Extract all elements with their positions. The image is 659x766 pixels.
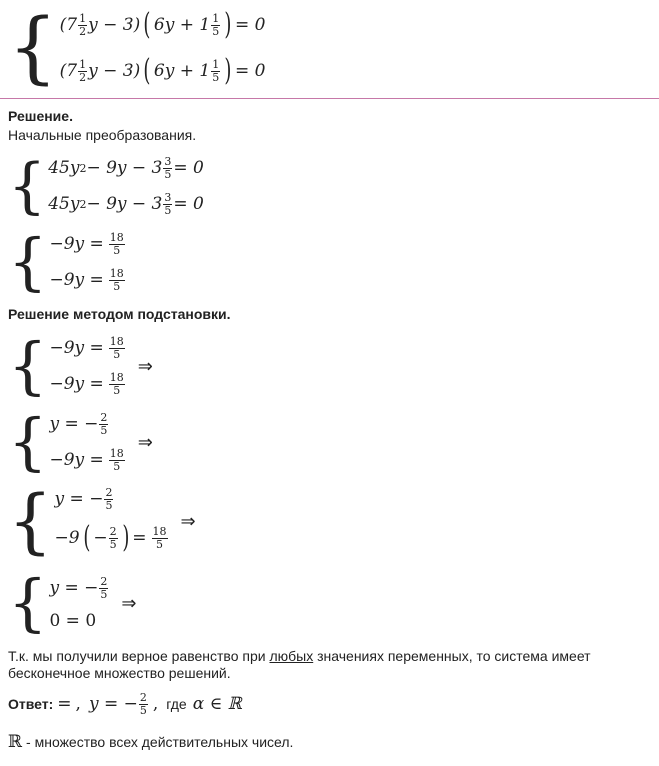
- denominator: 5: [164, 167, 172, 181]
- answer-line: [8, 692, 242, 716]
- answer-where: где: [166, 696, 187, 713]
- substitution-step-1: [8, 330, 153, 402]
- answer-y: y = −: [88, 694, 138, 715]
- eq-part: − 9y − 3: [86, 194, 163, 214]
- denominator: 5: [212, 24, 220, 38]
- left-brace: {: [8, 329, 48, 402]
- answer-alpha: α ∈ ℝ: [192, 694, 242, 715]
- numerator: 1: [79, 57, 87, 71]
- eq-part: 6y + 1: [153, 61, 211, 81]
- answer-comma: ,: [75, 694, 81, 715]
- eq-part: (7: [59, 15, 78, 35]
- left-brace: {: [8, 225, 48, 298]
- conclusion-text: [8, 648, 658, 682]
- sub4-equation-2: [49, 606, 109, 636]
- fraction: [109, 526, 118, 550]
- eq-part: 45y: [48, 158, 80, 178]
- denominator: 5: [100, 587, 108, 601]
- numerator: 1: [79, 11, 87, 25]
- numerator: 18: [109, 230, 124, 244]
- implies-arrow: ⇒: [180, 510, 196, 532]
- left-paren: (: [143, 7, 151, 42]
- fraction: [109, 232, 125, 256]
- step1-equation-1: [48, 150, 204, 186]
- step2-equation-1: [49, 226, 125, 262]
- answer-eq: =: [57, 694, 72, 715]
- substitution-step-3: [8, 482, 196, 560]
- denominator: 5: [113, 347, 121, 361]
- real-symbol: ℝ: [8, 732, 23, 752]
- fraction: [152, 526, 168, 550]
- denominator: 5: [156, 537, 164, 551]
- numerator: 1: [212, 11, 220, 25]
- left-brace: {: [8, 566, 48, 639]
- sub1-equation-1: [49, 330, 125, 366]
- conclusion-part: бесконечное множество решений.: [8, 665, 231, 681]
- step2-system: [8, 226, 126, 298]
- eq-part: 6y + 1: [153, 15, 211, 35]
- system-rows: [48, 150, 204, 222]
- denominator: 5: [113, 243, 121, 257]
- left-brace: {: [8, 151, 47, 221]
- numerator: 3: [164, 190, 172, 204]
- eq-part: y = −: [54, 489, 104, 509]
- fraction: [109, 268, 125, 292]
- answer-label: Ответ:: [8, 696, 54, 713]
- eq-part: 45y: [48, 194, 80, 214]
- eq-part: = 0: [234, 15, 266, 35]
- numerator: 1: [212, 57, 220, 71]
- exponent: 2: [79, 161, 87, 175]
- problem-equation-2: [60, 48, 266, 94]
- eq-part: −9y =: [49, 270, 104, 290]
- eq-part: y − 3): [88, 15, 141, 35]
- fraction: [104, 487, 113, 511]
- denominator: 2: [79, 24, 87, 38]
- right-paren: ): [224, 53, 232, 88]
- eq-part: 0 = 0: [49, 611, 97, 631]
- numerator: 2: [139, 691, 147, 704]
- eq-part: (7: [59, 61, 78, 81]
- denominator: 5: [113, 383, 121, 397]
- real-numbers-note: [8, 732, 293, 752]
- fraction: [163, 156, 172, 180]
- eq-part: y = −: [49, 578, 99, 598]
- eq-part: −9y =: [49, 374, 104, 394]
- implies-arrow: ⇒: [137, 431, 153, 453]
- underlined-word: любых: [269, 648, 314, 664]
- numerator: 2: [109, 524, 117, 538]
- left-brace: {: [8, 480, 53, 562]
- left-brace: {: [8, 3, 58, 93]
- substitution-step-4: [8, 566, 137, 639]
- numerator: 2: [100, 574, 108, 588]
- right-paren: ): [121, 520, 129, 555]
- eq-part: −: [93, 528, 108, 548]
- eq-part: −9y =: [49, 450, 104, 470]
- method-label: Решение методом подстановки.: [8, 306, 231, 322]
- eq-part: = 0: [173, 194, 204, 214]
- fraction: [99, 576, 108, 600]
- fraction: [211, 59, 220, 83]
- sub2-equation-2: [49, 442, 125, 478]
- numerator: 3: [164, 154, 172, 168]
- eq-part: −9y =: [49, 338, 104, 358]
- denominator: 5: [100, 423, 108, 437]
- system-rows: [49, 330, 125, 402]
- real-text: - множество всех действительных чисел.: [22, 734, 294, 750]
- fraction: [139, 692, 148, 716]
- sub1-equation-2: [49, 366, 125, 402]
- problem-system: [8, 2, 265, 94]
- implies-arrow: ⇒: [137, 355, 153, 377]
- implies-arrow: ⇒: [121, 592, 137, 614]
- exponent: 2: [79, 197, 87, 211]
- substitution-step-2: [8, 406, 153, 478]
- sub3-equation-1: [55, 482, 169, 516]
- numerator: 18: [109, 266, 124, 280]
- fraction: [99, 412, 108, 436]
- fraction: [109, 448, 125, 472]
- denominator: 5: [139, 703, 147, 717]
- system-rows: [49, 226, 125, 298]
- conclusion-part: значениях переменных, то система имеет: [313, 648, 591, 664]
- denominator: 5: [105, 498, 113, 512]
- step1-equation-2: [48, 186, 204, 222]
- system-rows: [55, 482, 169, 560]
- fraction: [109, 336, 125, 360]
- step2-equation-2: [49, 262, 125, 298]
- system-rows: [60, 2, 266, 94]
- conclusion-part: Т.к. мы получили верное равенство при: [8, 648, 270, 664]
- step1-system: [8, 150, 204, 222]
- divider: [0, 98, 659, 99]
- numerator: 18: [152, 524, 167, 538]
- solution-label: Решение.: [8, 108, 73, 124]
- denominator: 5: [113, 459, 121, 473]
- denominator: 2: [79, 70, 87, 84]
- numerator: 2: [105, 485, 113, 499]
- denominator: 5: [109, 537, 117, 551]
- left-brace: {: [8, 405, 48, 478]
- eq-part: −9y =: [49, 234, 104, 254]
- fraction: [163, 192, 172, 216]
- fraction: [78, 13, 87, 37]
- right-paren: ): [224, 7, 232, 42]
- eq-part: y − 3): [88, 61, 141, 81]
- fraction: [78, 59, 87, 83]
- eq-part: − 9y − 3: [86, 158, 163, 178]
- eq-part: y = −: [49, 414, 99, 434]
- left-paren: (: [143, 53, 151, 88]
- denominator: 5: [113, 279, 121, 293]
- numerator: 18: [109, 370, 124, 384]
- eq-part: −9: [54, 528, 80, 548]
- denominator: 5: [212, 70, 220, 84]
- problem-equation-1: [60, 2, 266, 48]
- numerator: 18: [109, 446, 124, 460]
- system-rows: [49, 570, 109, 636]
- eq-part: = 0: [234, 61, 266, 81]
- answer-comma: ,: [152, 694, 159, 715]
- initial-transform-label: Начальные преобразования.: [8, 127, 197, 143]
- numerator: 2: [100, 410, 108, 424]
- eq-part: = 0: [173, 158, 204, 178]
- sub2-equation-1: [49, 406, 125, 442]
- denominator: 5: [164, 203, 172, 217]
- fraction: [211, 13, 220, 37]
- sub4-equation-1: [49, 570, 109, 606]
- fraction: [109, 372, 125, 396]
- sub3-equation-2: [55, 516, 169, 560]
- eq-part: =: [132, 528, 147, 548]
- system-rows: [49, 406, 125, 478]
- left-paren: (: [82, 520, 90, 555]
- numerator: 18: [109, 334, 124, 348]
